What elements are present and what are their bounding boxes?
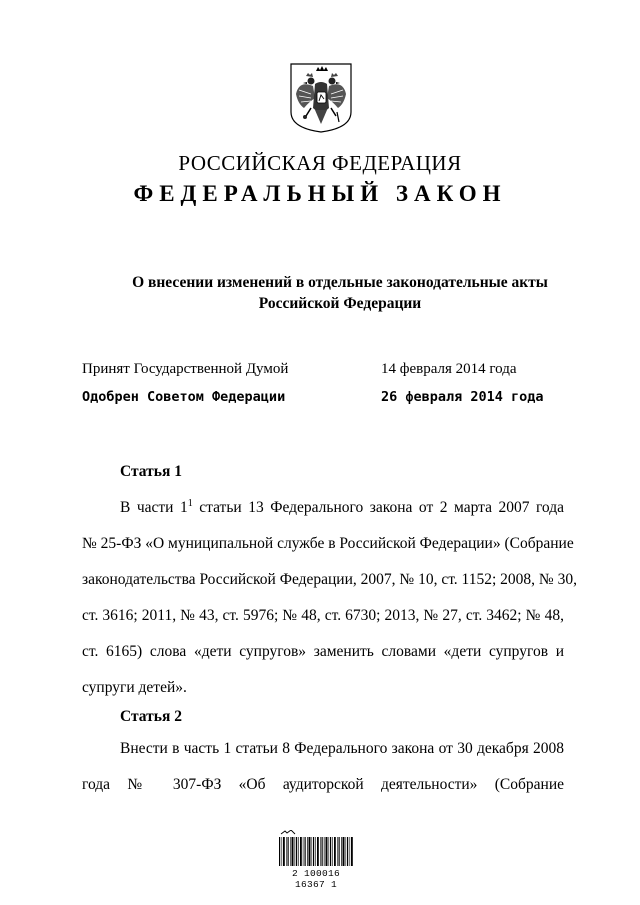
article-1-text (82, 490, 577, 706)
duma-adoption-label: Принят Государственной Думой (82, 361, 289, 377)
document-type: ФЕДЕРАЛЬНЫЙ ЗАКОН (133, 181, 507, 206)
article-line: законодательства Российской Федерации, 2007, № 10, ст. 1152; 2008, № 30, (82, 571, 577, 588)
council-approval-label: Одобрен Советом Федерации (82, 389, 286, 405)
state-emblem (289, 62, 353, 134)
article-2-text (82, 731, 564, 803)
article-line: года № 307-ФЗ «Об аудиторской деятельности» (Собрание (82, 776, 564, 793)
article-2-heading: Статья 2 (120, 708, 182, 725)
law-title (80, 272, 600, 314)
article-text-part: статьи 13 Федерального закона от 2 марта 2007 года (192, 499, 565, 516)
article-line: супруги детей». (82, 679, 187, 696)
law-title-line: Российской Федерации (258, 295, 422, 312)
barcode-stamp (275, 830, 357, 890)
barcode-icon (275, 830, 357, 867)
country-name: РОССИЙСКАЯ ФЕДЕРАЦИЯ (178, 151, 462, 175)
article-1-heading: Статья 1 (120, 463, 182, 480)
duma-adoption-date: 14 февраля 2014 года (381, 361, 517, 377)
law-title-line: О внесении изменений в отдельные законодательные акты (132, 274, 548, 291)
article-line: Внести в часть 1 статьи 8 Федерального закона от 30 декабря 2008 (120, 740, 564, 757)
article-line: ст. 3616; 2011, № 43, ст. 5976; № 48, ст. 6730; 2013, № 27, ст. 3462; № 48, (82, 607, 564, 624)
article-line (82, 490, 564, 526)
article-text-part: В части 1 (120, 499, 188, 516)
article-line: ст. 6165) слова «дети супругов» заменить словами «дети супругов и (82, 643, 564, 660)
barcode-number: 2 100016 16367 1 (291, 868, 340, 890)
article-line: № 25-ФЗ «О муниципальной службе в Российской Федерации» (Собрание (82, 535, 574, 552)
superscript: 1 (187, 497, 193, 509)
council-approval-date: 26 февраля 2014 года (381, 389, 544, 405)
